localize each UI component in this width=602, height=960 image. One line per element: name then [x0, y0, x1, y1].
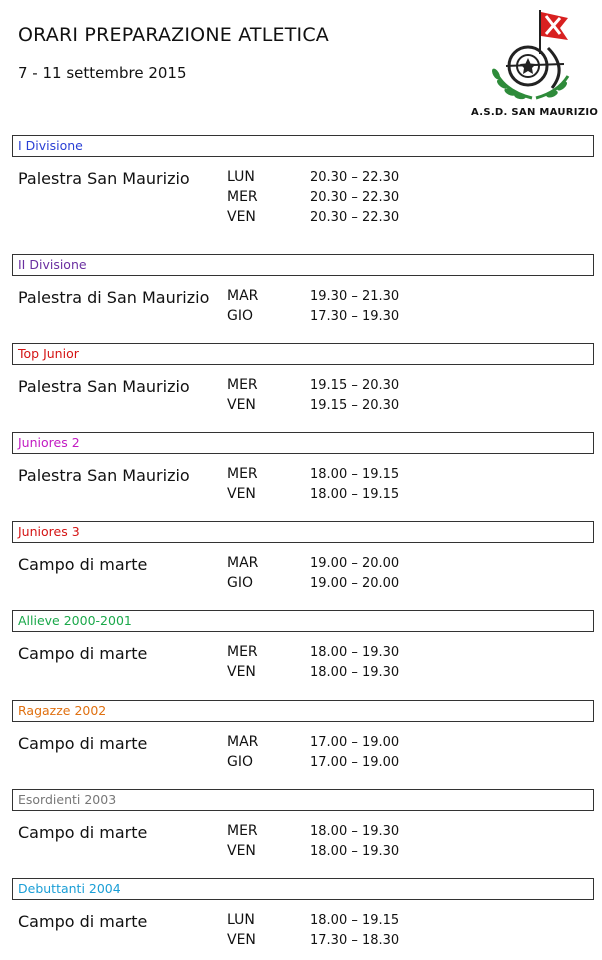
slot-day: VEN — [227, 209, 256, 225]
slot-time: 18.00 – 19.30 — [310, 824, 400, 839]
slot-time: 18.00 – 19.15 — [310, 487, 400, 502]
slot-day: MER — [227, 189, 258, 205]
slot-day: MAR — [227, 555, 259, 571]
group-header: Debuttanti 2004 — [12, 878, 594, 900]
slot-day: VEN — [227, 397, 256, 413]
venue-name: Palestra San Maurizio — [18, 169, 190, 188]
slot-day: VEN — [227, 486, 256, 502]
slot-time: 18.00 – 19.30 — [310, 844, 400, 859]
schedule-section — [12, 610, 594, 680]
slot-day: GIO — [227, 575, 253, 591]
date-range: 7 - 11 settembre 2015 — [18, 64, 187, 82]
group-header: Juniores 3 — [12, 521, 594, 543]
venue-name: Palestra San Maurizio — [18, 466, 190, 485]
slot-day: MAR — [227, 734, 259, 750]
schedule-section — [12, 700, 594, 770]
slot-day: MER — [227, 823, 258, 839]
venue-name: Palestra San Maurizio — [18, 377, 190, 396]
club-logo-icon — [488, 6, 578, 104]
slot-day: GIO — [227, 754, 253, 770]
schedule-section — [12, 789, 594, 859]
slot-day: MER — [227, 466, 258, 482]
slot-time: 18.00 – 19.15 — [310, 913, 400, 928]
schedule-section — [12, 432, 594, 502]
slot-time: 19.15 – 20.30 — [310, 378, 400, 393]
venue-name: Palestra di San Maurizio — [18, 288, 210, 307]
club-name: A.S.D. SAN MAURIZIO — [471, 107, 599, 118]
venue-name: Campo di marte — [18, 823, 148, 842]
venue-name: Campo di marte — [18, 644, 148, 663]
slot-day: VEN — [227, 664, 256, 680]
schedule-section — [12, 521, 594, 591]
slot-time: 18.00 – 19.15 — [310, 467, 400, 482]
slot-day: VEN — [227, 843, 256, 859]
slot-day: VEN — [227, 932, 256, 948]
group-header: Allieve 2000-2001 — [12, 610, 594, 632]
slot-time: 20.30 – 22.30 — [310, 210, 400, 225]
slot-time: 17.30 – 19.30 — [310, 309, 400, 324]
page-title: ORARI PREPARAZIONE ATLETICA — [18, 24, 329, 46]
slot-time: 19.00 – 20.00 — [310, 556, 400, 571]
slot-time: 17.00 – 19.00 — [310, 735, 400, 750]
schedule-section — [12, 135, 594, 225]
group-header: Ragazze 2002 — [12, 700, 594, 722]
slot-time: 19.15 – 20.30 — [310, 398, 400, 413]
slot-time: 18.00 – 19.30 — [310, 645, 400, 660]
slot-time: 19.00 – 20.00 — [310, 576, 400, 591]
slot-time: 18.00 – 19.30 — [310, 665, 400, 680]
slot-time: 17.00 – 19.00 — [310, 755, 400, 770]
group-header: Esordienti 2003 — [12, 789, 594, 811]
slot-time: 20.30 – 22.30 — [310, 170, 400, 185]
schedule-section — [12, 878, 594, 948]
group-header: Top Junior — [12, 343, 594, 365]
slot-day: MAR — [227, 288, 259, 304]
group-header: I Divisione — [12, 135, 594, 157]
slot-day: MER — [227, 377, 258, 393]
group-header: II Divisione — [12, 254, 594, 276]
venue-name: Campo di marte — [18, 912, 148, 931]
schedule-section — [12, 343, 594, 413]
slot-day: MER — [227, 644, 258, 660]
slot-time: 20.30 – 22.30 — [310, 190, 400, 205]
slot-day: LUN — [227, 169, 255, 185]
venue-name: Campo di marte — [18, 555, 148, 574]
schedule-section — [12, 254, 594, 324]
slot-time: 17.30 – 18.30 — [310, 933, 400, 948]
slot-time: 19.30 – 21.30 — [310, 289, 400, 304]
slot-day: LUN — [227, 912, 255, 928]
venue-name: Campo di marte — [18, 734, 148, 753]
group-header: Juniores 2 — [12, 432, 594, 454]
slot-day: GIO — [227, 308, 253, 324]
